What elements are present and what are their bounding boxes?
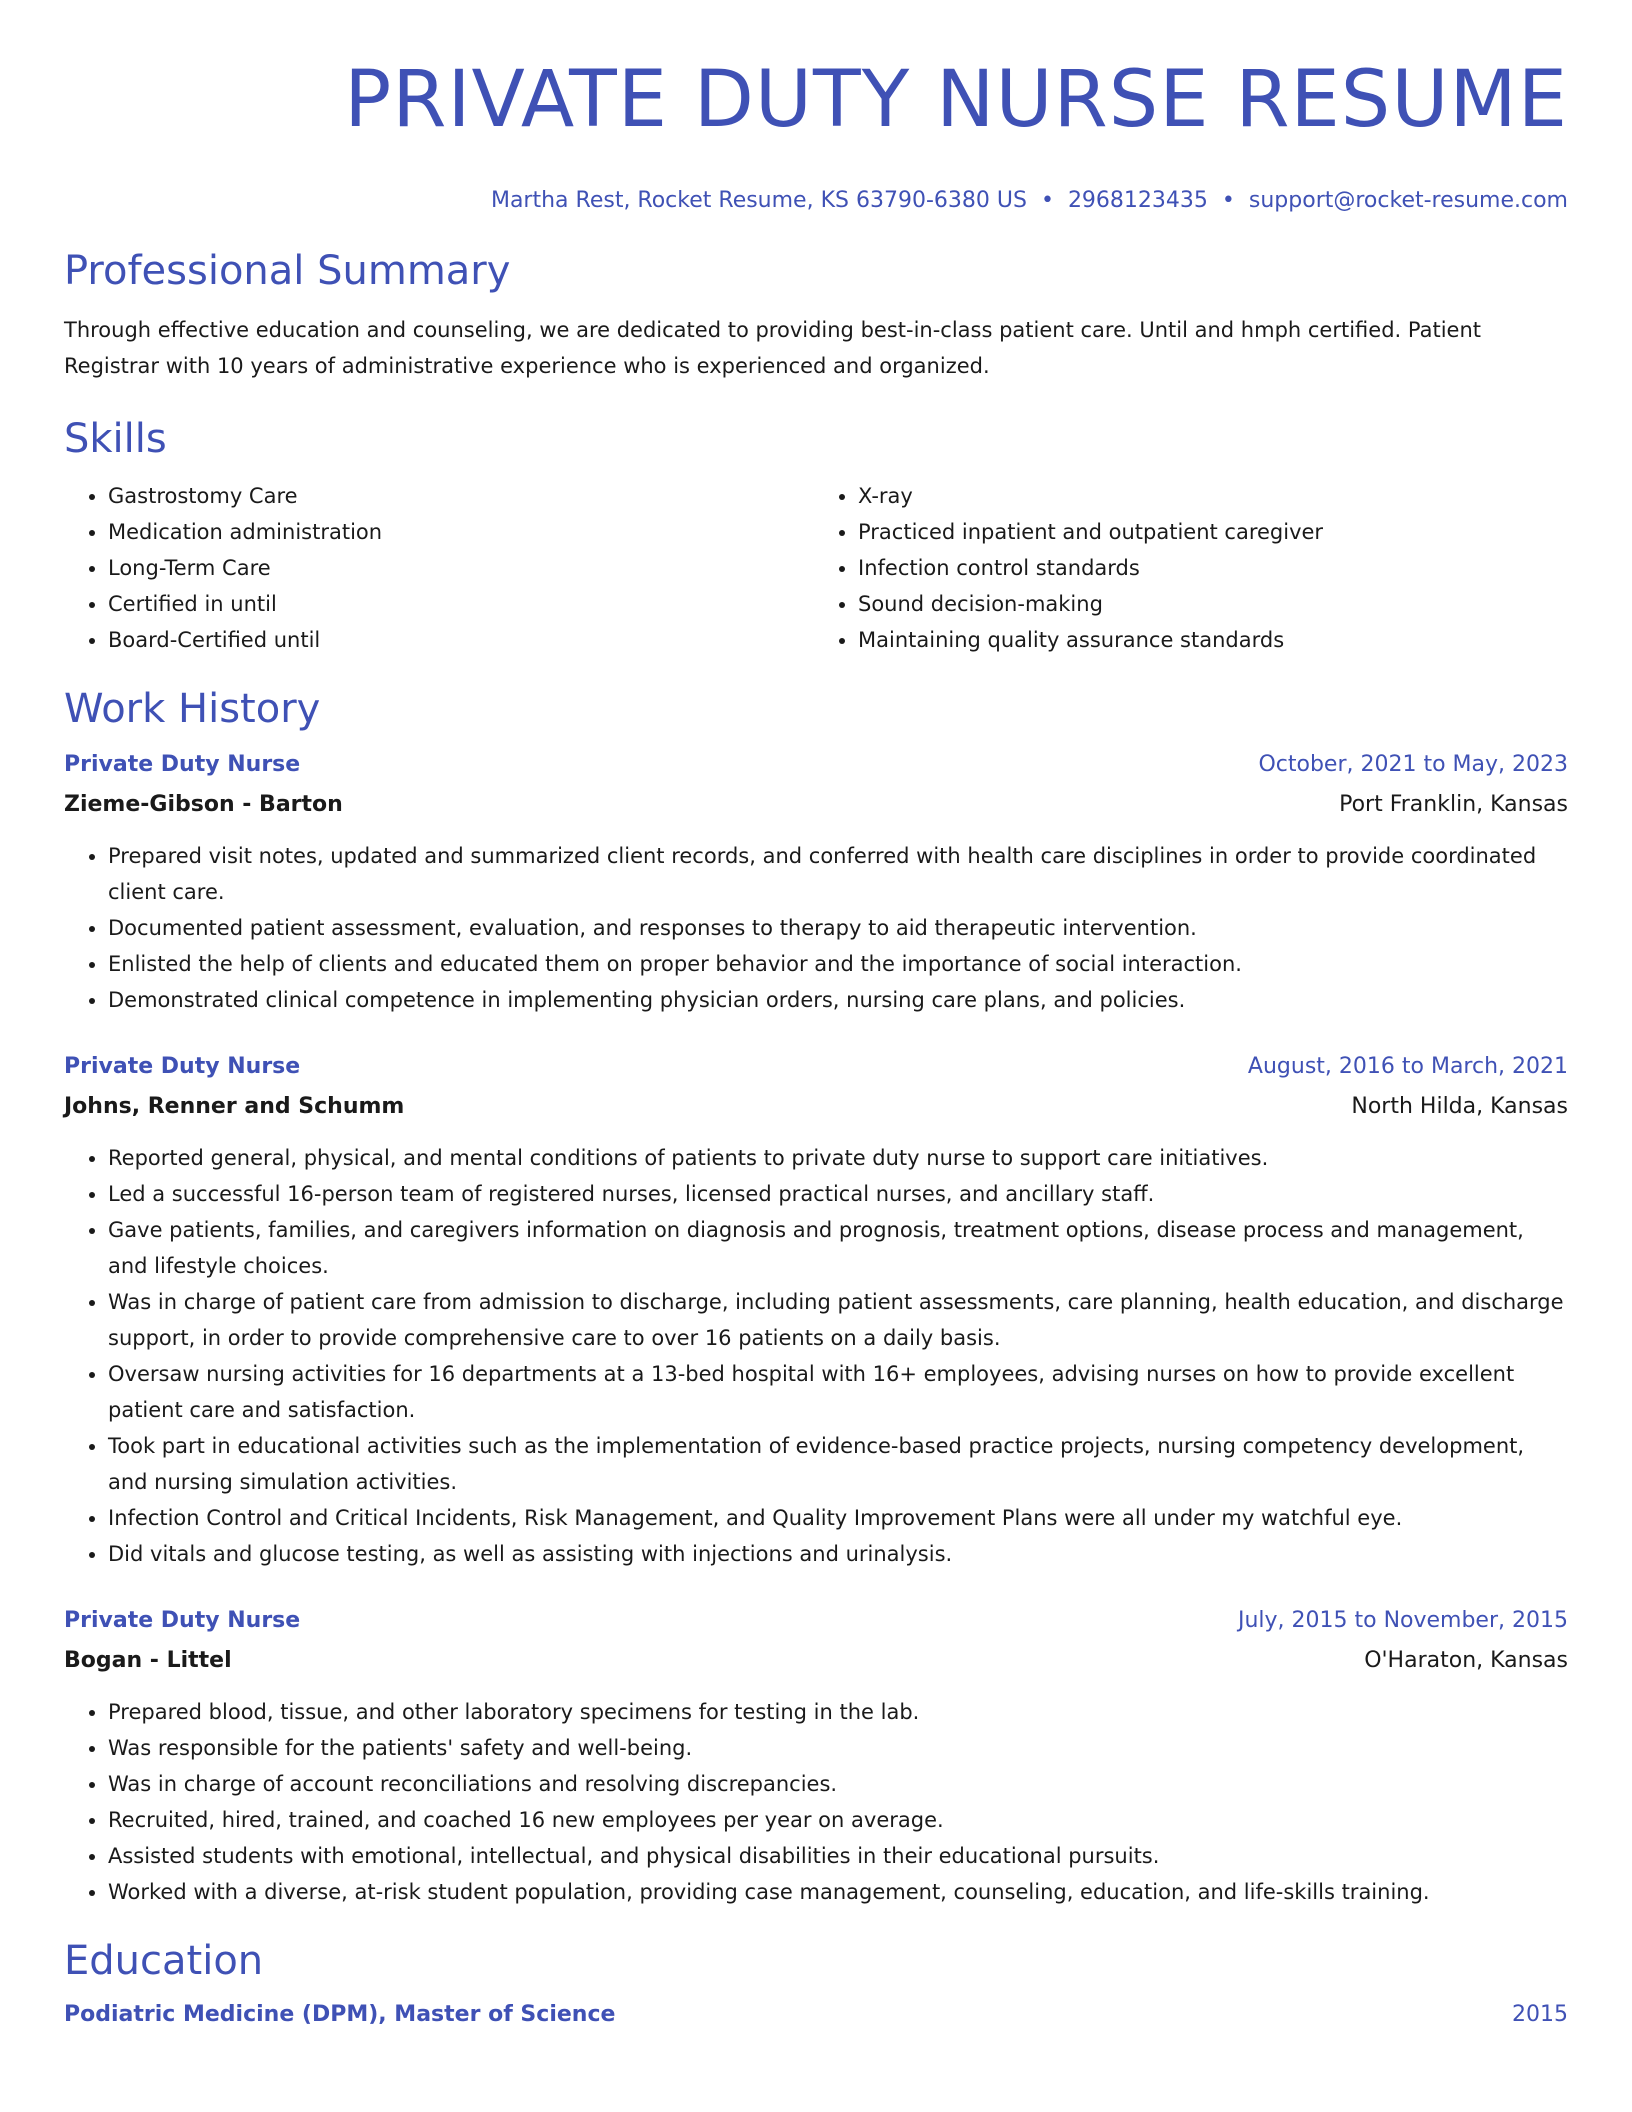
skill-item: • X-ray xyxy=(858,478,1558,514)
resume-page xyxy=(64,0,1568,2030)
job-bullet: • Worked with a diverse, at-risk student population, providing case management, counseling, education, and life-skills training. xyxy=(108,1874,1568,1910)
job-dates: July, 2015 to November, 2015 xyxy=(1237,1608,1568,1633)
job-company: Zieme-Gibson - Barton xyxy=(64,792,343,817)
job-bullet: • Reported general, physical, and mental conditions of patients to private duty nurse to support care initiatives. xyxy=(108,1140,1568,1176)
skill-item: • Practiced inpatient and outpatient caregiver xyxy=(858,514,1558,550)
job-bullet: • Took part in educational activities such as the implementation of evidence-based practice projects, nursing competency development, and nursing simulation activities. xyxy=(108,1428,1568,1500)
skill-item: • Sound decision-making xyxy=(858,586,1558,622)
job-bullet: • Led a successful 16-person team of registered nurses, licensed practical nurses, and ancillary staff. xyxy=(108,1176,1568,1212)
job-bullet: • Documented patient assessment, evaluation, and responses to therapy to aid therapeutic intervention. xyxy=(108,910,1568,946)
education-degree: Podiatric Medicine (DPM), Master of Science xyxy=(64,2002,616,2027)
job-bullet: • Prepared visit notes, updated and summarized client records, and conferred with health care disciplines in order to provide coordinated client care. xyxy=(108,838,1568,910)
contact-separator: • xyxy=(1040,188,1054,213)
job-bullet: • Assisted students with emotional, intellectual, and physical disabilities in their educational pursuits. xyxy=(108,1838,1568,1874)
job-entry xyxy=(64,1052,1568,1572)
job-bullet: • Was in charge of patient care from admission to discharge, including patient assessments, care planning, health education, and discharge support, in order to provide comprehensive care to over 16 patients on a daily basis. xyxy=(108,1284,1568,1356)
skill-item: • Certified in until xyxy=(108,586,808,622)
summary-heading: Professional Summary xyxy=(64,248,511,294)
job-bullets xyxy=(64,1140,1568,1572)
skill-item: • Maintaining quality assurance standards xyxy=(858,622,1558,658)
work-history-heading: Work History xyxy=(64,686,321,732)
job-header xyxy=(64,750,1568,780)
job-company: Bogan - Littel xyxy=(64,1648,232,1673)
skills-list xyxy=(64,478,1568,658)
skills-column-left xyxy=(64,478,808,658)
job-dates: August, 2016 to March, 2021 xyxy=(1247,1054,1568,1079)
job-bullet: • Was responsible for the patients' safety and well-being. xyxy=(108,1730,1568,1766)
job-bullets xyxy=(64,1694,1568,1910)
job-location: Port Franklin, Kansas xyxy=(1339,792,1568,817)
job-header xyxy=(64,1052,1568,1082)
education-row xyxy=(64,2000,1568,2030)
job-company: Johns, Renner and Schumm xyxy=(64,1094,405,1119)
job-bullet: • Infection Control and Critical Incidents, Risk Management, and Quality Improvement Plans were all under my watchful eye. xyxy=(108,1500,1568,1536)
job-entry xyxy=(64,750,1568,1018)
job-dates: October, 2021 to May, 2023 xyxy=(1258,752,1568,777)
job-bullet: • Oversaw nursing activities for 16 departments at a 13-bed hospital with 16+ employees, advising nurses on how to provide excellent patient care and satisfaction. xyxy=(108,1356,1568,1428)
skill-item: • Board-Certified until xyxy=(108,622,808,658)
skills-heading: Skills xyxy=(64,416,167,462)
skills-column-right xyxy=(808,478,1558,658)
job-bullets xyxy=(64,838,1568,1018)
contact-line xyxy=(64,186,1568,216)
job-bullet: • Prepared blood, tissue, and other laboratory specimens for testing in the lab. xyxy=(108,1694,1568,1730)
contact-email: support@rocket-resume.com xyxy=(1248,188,1568,213)
job-entry xyxy=(64,1606,1568,1910)
resume-header xyxy=(64,0,1568,216)
job-title: Private Duty Nurse xyxy=(64,752,301,777)
skill-item: • Gastrostomy Care xyxy=(108,478,808,514)
job-company-row xyxy=(64,1646,1568,1676)
job-location: North Hilda, Kansas xyxy=(1351,1094,1568,1119)
summary-text: Through effective education and counseling, we are dedicated to providing best-in-class patient care. Until and hmph certified. Patient Registrar with 10 years of administrative experience who is experienced and organized. xyxy=(64,318,1481,378)
job-header xyxy=(64,1606,1568,1636)
job-company-row xyxy=(64,790,1568,820)
job-bullet: • Recruited, hired, trained, and coached 16 new employees per year on average. xyxy=(108,1802,1568,1838)
education-heading: Education xyxy=(64,1938,264,1984)
resume-title: PRIVATE DUTY NURSE RESUME xyxy=(344,55,1568,145)
job-location: O'Haraton, Kansas xyxy=(1364,1648,1568,1673)
skill-item: • Long-Term Care xyxy=(108,550,808,586)
contact-phone: 2968123435 xyxy=(1067,188,1208,213)
job-bullet: • Did vitals and glucose testing, as well as assisting with injections and urinalysis. xyxy=(108,1536,1568,1572)
skill-item: • Medication administration xyxy=(108,514,808,550)
job-bullet: • Was in charge of account reconciliations and resolving discrepancies. xyxy=(108,1766,1568,1802)
job-bullet: • Gave patients, families, and caregivers information on diagnosis and prognosis, treatment options, disease process and management, and lifestyle choices. xyxy=(108,1212,1568,1284)
skill-item: • Infection control standards xyxy=(858,550,1558,586)
contact-address: Martha Rest, Rocket Resume, KS 63790-6380 US xyxy=(490,188,1027,213)
job-bullet: • Demonstrated clinical competence in implementing physician orders, nursing care plans, and policies. xyxy=(108,982,1568,1018)
education-entry xyxy=(64,2000,1568,2030)
contact-separator: • xyxy=(1221,188,1235,213)
job-company-row xyxy=(64,1092,1568,1122)
job-bullet: • Enlisted the help of clients and educated them on proper behavior and the importance of social interaction. xyxy=(108,946,1568,982)
job-title: Private Duty Nurse xyxy=(64,1608,301,1633)
job-title: Private Duty Nurse xyxy=(64,1054,301,1079)
education-year: 2015 xyxy=(1512,2002,1568,2027)
